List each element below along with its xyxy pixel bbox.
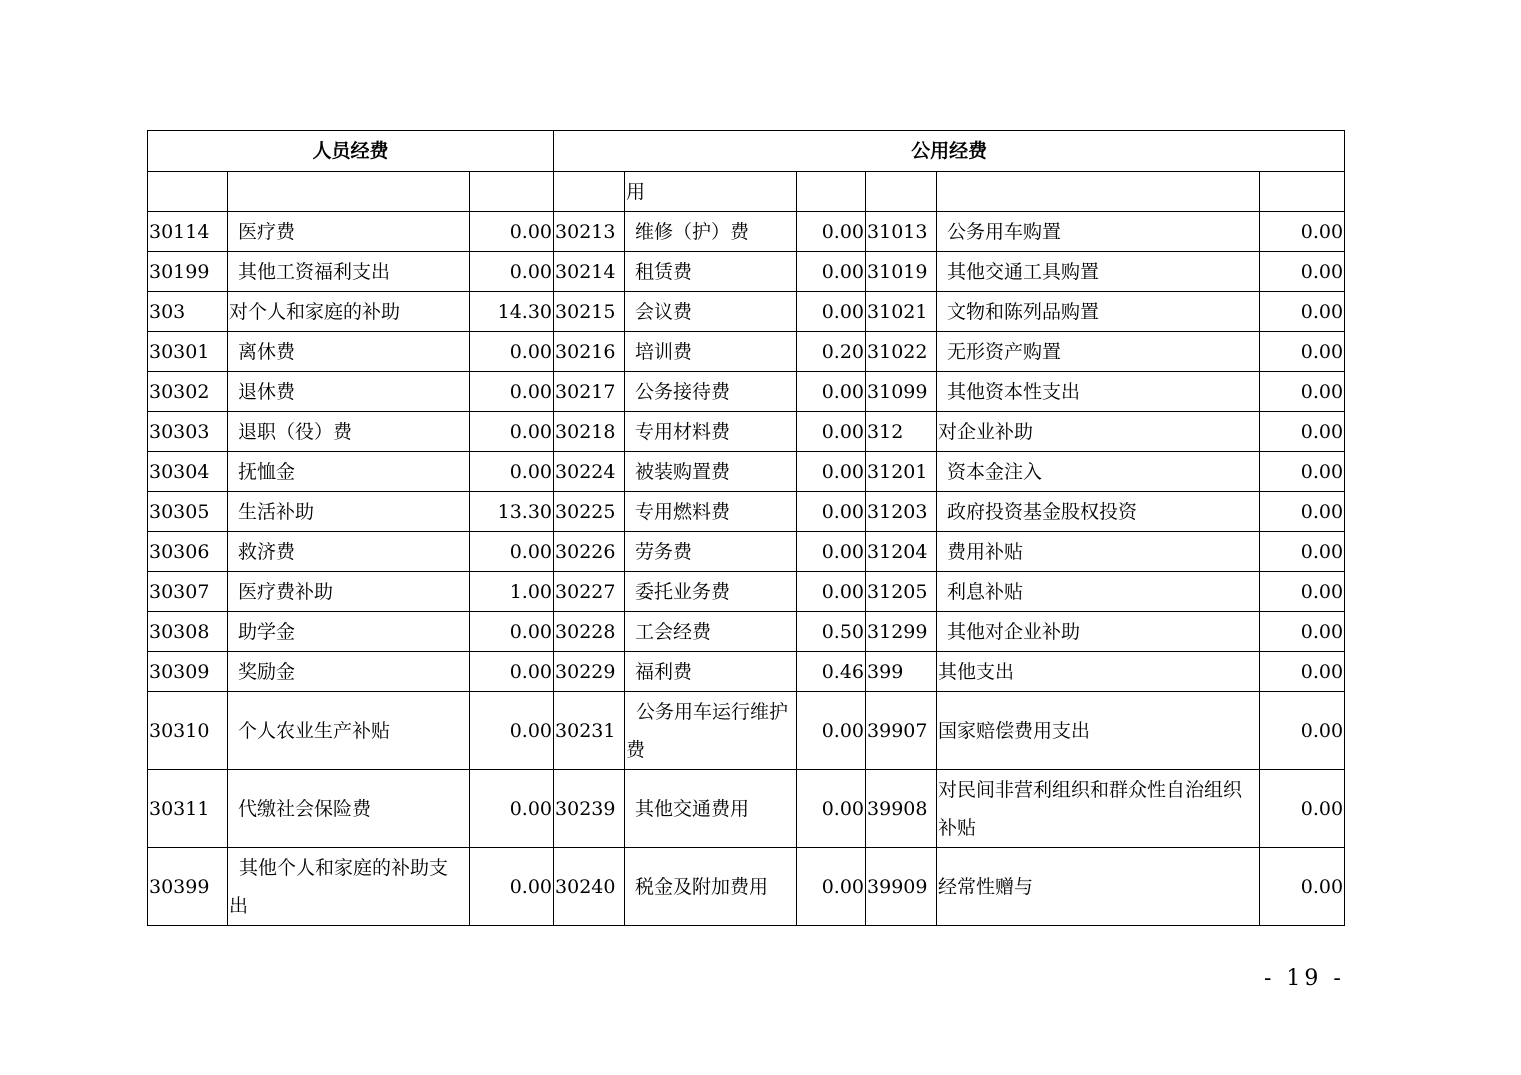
amount-cell: 0.00: [1260, 572, 1345, 612]
name-cell: 政府投资基金股权投资: [937, 492, 1260, 532]
code-cell: 30305: [148, 492, 228, 532]
name-cell: 福利费: [625, 652, 797, 692]
name-cell: 对企业补助: [937, 412, 1260, 452]
code-cell: 30213: [554, 212, 625, 252]
amount-cell: 0.00: [470, 372, 554, 412]
code-cell: 31203: [866, 492, 937, 532]
amount-cell: 0.00: [470, 692, 554, 770]
name-cell: 退职（役）费: [228, 412, 470, 452]
code-cell: 39907: [866, 692, 937, 770]
name-cell: 资本金注入: [937, 452, 1260, 492]
name-cell: 专用材料费: [625, 412, 797, 452]
name-cell: 费用补贴: [937, 532, 1260, 572]
header-personnel: 人员经费: [148, 131, 554, 172]
name-line: 出: [229, 894, 249, 917]
name-cell: 助学金: [228, 612, 470, 652]
code-cell: 31019: [866, 252, 937, 292]
code-cell: 31201: [866, 452, 937, 492]
table-row: [148, 212, 1345, 252]
code-cell: 30240: [554, 848, 625, 926]
amount-cell: 0.00: [797, 770, 866, 848]
table-row: [148, 692, 1345, 770]
code-cell: 30216: [554, 332, 625, 372]
name-cell: 抚恤金: [228, 452, 470, 492]
name-line: 其他个人和家庭的补助支: [239, 856, 449, 879]
name-cell: 救济费: [228, 532, 470, 572]
budget-table: [147, 130, 1345, 926]
amount-cell: 0.00: [797, 372, 866, 412]
table-row: [148, 770, 1345, 848]
amount-cell: 0.00: [797, 492, 866, 532]
amount-cell: 0.20: [797, 332, 866, 372]
code-cell: 30239: [554, 770, 625, 848]
table-row: [148, 292, 1345, 332]
table-row: [148, 572, 1345, 612]
name-cell: 其他对企业补助: [937, 612, 1260, 652]
code-cell: 30224: [554, 452, 625, 492]
code-cell: 30304: [148, 452, 228, 492]
name-cell: 劳务费: [625, 532, 797, 572]
code-cell: 31204: [866, 532, 937, 572]
amount-cell: 0.00: [797, 532, 866, 572]
name-cell: 医疗费补助: [228, 572, 470, 612]
page-number: - 19 -: [1264, 966, 1345, 991]
name-cell: 奖励金: [228, 652, 470, 692]
code-cell: 39909: [866, 848, 937, 926]
name-cell: 对个人和家庭的补助: [228, 292, 470, 332]
amount-cell: 0.00: [1260, 492, 1345, 532]
code-cell: 31022: [866, 332, 937, 372]
code-cell: 30310: [148, 692, 228, 770]
table-row: [148, 492, 1345, 532]
amount-cell: 13.30: [470, 492, 554, 532]
code-cell: 30228: [554, 612, 625, 652]
name-cell: 利息补贴: [937, 572, 1260, 612]
name-cell: 其他支出: [937, 652, 1260, 692]
name-cell: 会议费: [625, 292, 797, 332]
table-row: [148, 452, 1345, 492]
amount-cell: 0.00: [470, 412, 554, 452]
amount-cell: 0.00: [1260, 532, 1345, 572]
amount-cell: 0.00: [470, 770, 554, 848]
name-cell: 无形资产购置: [937, 332, 1260, 372]
code-cell: 30227: [554, 572, 625, 612]
code-cell: 312: [866, 412, 937, 452]
name-cell: 退休费: [228, 372, 470, 412]
name-cell: 委托业务费: [625, 572, 797, 612]
name-cell: 代缴社会保险费: [228, 770, 470, 848]
code-cell: 30307: [148, 572, 228, 612]
name-line: 费: [626, 738, 646, 761]
name-cell: 其他交通工具购置: [937, 252, 1260, 292]
amount-cell: 14.30: [470, 292, 554, 332]
amount-cell: 0.00: [1260, 612, 1345, 652]
name-line: 补贴: [938, 816, 977, 839]
code-cell: 31013: [866, 212, 937, 252]
amount-cell: 0.00: [470, 212, 554, 252]
name-line: 对民间非营利组织和群众性自治组织: [938, 778, 1243, 801]
code-cell: 30225: [554, 492, 625, 532]
carry-over-row: [148, 172, 1345, 212]
code-cell: 303: [148, 292, 228, 332]
amount-cell: 0.00: [470, 652, 554, 692]
amount-cell: 0.00: [1260, 452, 1345, 492]
amount-cell: 0.00: [470, 452, 554, 492]
amount-cell: 0.00: [797, 292, 866, 332]
amount-cell: 0.00: [797, 692, 866, 770]
name-cell: 租赁费: [625, 252, 797, 292]
amount-cell: 0.00: [797, 252, 866, 292]
table-row: [148, 372, 1345, 412]
name-cell: 文物和陈列品购置: [937, 292, 1260, 332]
code-cell: 399: [866, 652, 937, 692]
amount-cell: 0.00: [1260, 412, 1345, 452]
name-cell: 生活补助: [228, 492, 470, 532]
name-cell: 个人农业生产补贴: [228, 692, 470, 770]
amount-cell: 0.00: [1260, 372, 1345, 412]
code-cell: 30306: [148, 532, 228, 572]
code-cell: 30218: [554, 412, 625, 452]
code-cell: 39908: [866, 770, 937, 848]
amount-cell: 0.00: [470, 612, 554, 652]
amount-cell: 0.46: [797, 652, 866, 692]
amount-cell: 0.00: [1260, 770, 1345, 848]
code-cell: 30399: [148, 848, 228, 926]
amount-cell: 0.00: [470, 848, 554, 926]
header-public: 公用经费: [554, 131, 1345, 172]
name-cell: 其他工资福利支出: [228, 252, 470, 292]
table-row: [148, 612, 1345, 652]
table-row: [148, 412, 1345, 452]
amount-cell: 0.00: [1260, 252, 1345, 292]
amount-cell: 1.00: [470, 572, 554, 612]
amount-cell: 0.00: [797, 452, 866, 492]
amount-cell: 0.00: [797, 412, 866, 452]
amount-cell: 0.00: [797, 212, 866, 252]
name-cell: 专用燃料费: [625, 492, 797, 532]
code-cell: 31299: [866, 612, 937, 652]
table-row: [148, 252, 1345, 292]
code-cell: 31205: [866, 572, 937, 612]
name-cell: 离休费: [228, 332, 470, 372]
amount-cell: 0.00: [1260, 692, 1345, 770]
name-cell: 公务用车购置: [937, 212, 1260, 252]
name-cell: 国家赔偿费用支出: [937, 692, 1260, 770]
name-line: 公务用车运行维护: [636, 700, 789, 723]
table-row: [148, 848, 1345, 926]
name-cell: 公务接待费: [625, 372, 797, 412]
table-row: [148, 332, 1345, 372]
code-cell: 30114: [148, 212, 228, 252]
name-cell: 工会经费: [625, 612, 797, 652]
table-row: [148, 652, 1345, 692]
carry-over-text: 用: [625, 172, 797, 212]
amount-cell: 0.00: [470, 332, 554, 372]
code-cell: 30226: [554, 532, 625, 572]
name-cell: 税金及附加费用: [625, 848, 797, 926]
code-cell: 30311: [148, 770, 228, 848]
code-cell: 31099: [866, 372, 937, 412]
name-cell: 维修（护）费: [625, 212, 797, 252]
code-cell: 30217: [554, 372, 625, 412]
name-cell: [228, 848, 470, 926]
code-cell: 30215: [554, 292, 625, 332]
name-cell: 培训费: [625, 332, 797, 372]
code-cell: 30231: [554, 692, 625, 770]
code-cell: 30302: [148, 372, 228, 412]
amount-cell: 0.00: [1260, 212, 1345, 252]
amount-cell: 0.50: [797, 612, 866, 652]
name-cell: 被装购置费: [625, 452, 797, 492]
code-cell: 30301: [148, 332, 228, 372]
code-cell: 30214: [554, 252, 625, 292]
name-cell: 医疗费: [228, 212, 470, 252]
table-row: [148, 532, 1345, 572]
name-cell: 其他资本性支出: [937, 372, 1260, 412]
code-cell: 30308: [148, 612, 228, 652]
amount-cell: 0.00: [1260, 292, 1345, 332]
amount-cell: 0.00: [470, 252, 554, 292]
amount-cell: 0.00: [1260, 332, 1345, 372]
code-cell: 30229: [554, 652, 625, 692]
amount-cell: 0.00: [797, 848, 866, 926]
code-cell: 31021: [866, 292, 937, 332]
amount-cell: 0.00: [1260, 652, 1345, 692]
code-cell: 30199: [148, 252, 228, 292]
amount-cell: 0.00: [1260, 848, 1345, 926]
amount-cell: 0.00: [470, 532, 554, 572]
name-cell: 其他交通费用: [625, 770, 797, 848]
code-cell: 30309: [148, 652, 228, 692]
name-cell: [937, 770, 1260, 848]
code-cell: 30303: [148, 412, 228, 452]
name-cell: 经常性赠与: [937, 848, 1260, 926]
name-cell: [625, 692, 797, 770]
amount-cell: 0.00: [797, 572, 866, 612]
